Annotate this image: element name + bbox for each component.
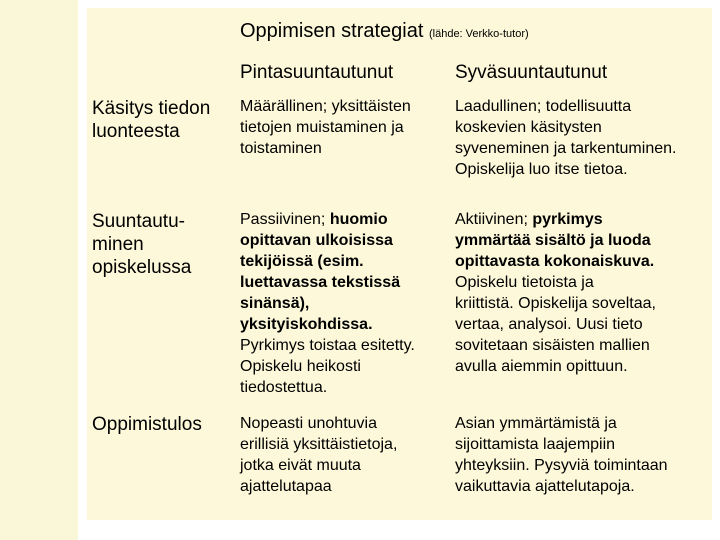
cell-knowledge-deep: Laadullinen; todellisuutta koskevien käsitysten syveneminen ja tarkentuminen. Opiskelija luo itse tietoa. bbox=[455, 98, 677, 178]
row-label-orientation: Suuntautu- minen opiskelussa bbox=[92, 211, 192, 278]
row-label-outcome: Oppimistulos bbox=[92, 414, 202, 435]
title-source: (lähde: Verkko-tutor) bbox=[428, 28, 529, 40]
orientation-deep-emphasis: pyrkimys ymmärtää sisältö ja luoda opittavasta kokonaiskuva. bbox=[455, 211, 655, 270]
orientation-surface-emphasis: huomio opittavan ulkoisissa tekijöissä (esim. luettavassa tekstissä sinänsä), yksityiskohdissa. bbox=[240, 211, 401, 333]
cell-orientation-surface bbox=[240, 209, 415, 398]
cell-knowledge-surface: Määrällinen; yksittäisten tietojen muistaminen ja toistaminen bbox=[240, 98, 411, 157]
orientation-surface-intro: Passiivinen; bbox=[240, 211, 330, 228]
orientation-deep-intro: Aktiivinen; bbox=[455, 211, 533, 228]
cell-orientation-deep bbox=[455, 209, 656, 377]
title-main: Oppimisen strategiat bbox=[240, 20, 424, 42]
orientation-deep-rest: Opiskelu tietoista ja kriittistä. Opiskelija soveltaa, vertaa, analysoi. Uusi tieto sovitetaan sisäisten mallien avulla aiemmin opittuun. bbox=[455, 274, 656, 375]
left-decor-stripe bbox=[0, 0, 78, 540]
column-header-deep: Syväsuuntautunut bbox=[455, 62, 608, 83]
page-title bbox=[240, 20, 529, 43]
orientation-surface-rest: Pyrkimys toistaa esitetty. Opiskelu heikosti tiedostettua. bbox=[240, 337, 415, 396]
row-label-knowledge: Käsitys tiedon luonteesta bbox=[92, 98, 211, 142]
cell-outcome-deep: Asian ymmärtämistä ja sijoittamista laajempiin yhteyksiin. Pysyviä toimintaan vaikuttavia ajattelutapoja. bbox=[455, 415, 668, 495]
column-header-surface: Pintasuuntautunut bbox=[240, 62, 394, 83]
cell-outcome-surface: Nopeasti unohtuvia erillisiä yksittäistietoja, jotka eivät muuta ajattelutapaa bbox=[240, 415, 398, 495]
